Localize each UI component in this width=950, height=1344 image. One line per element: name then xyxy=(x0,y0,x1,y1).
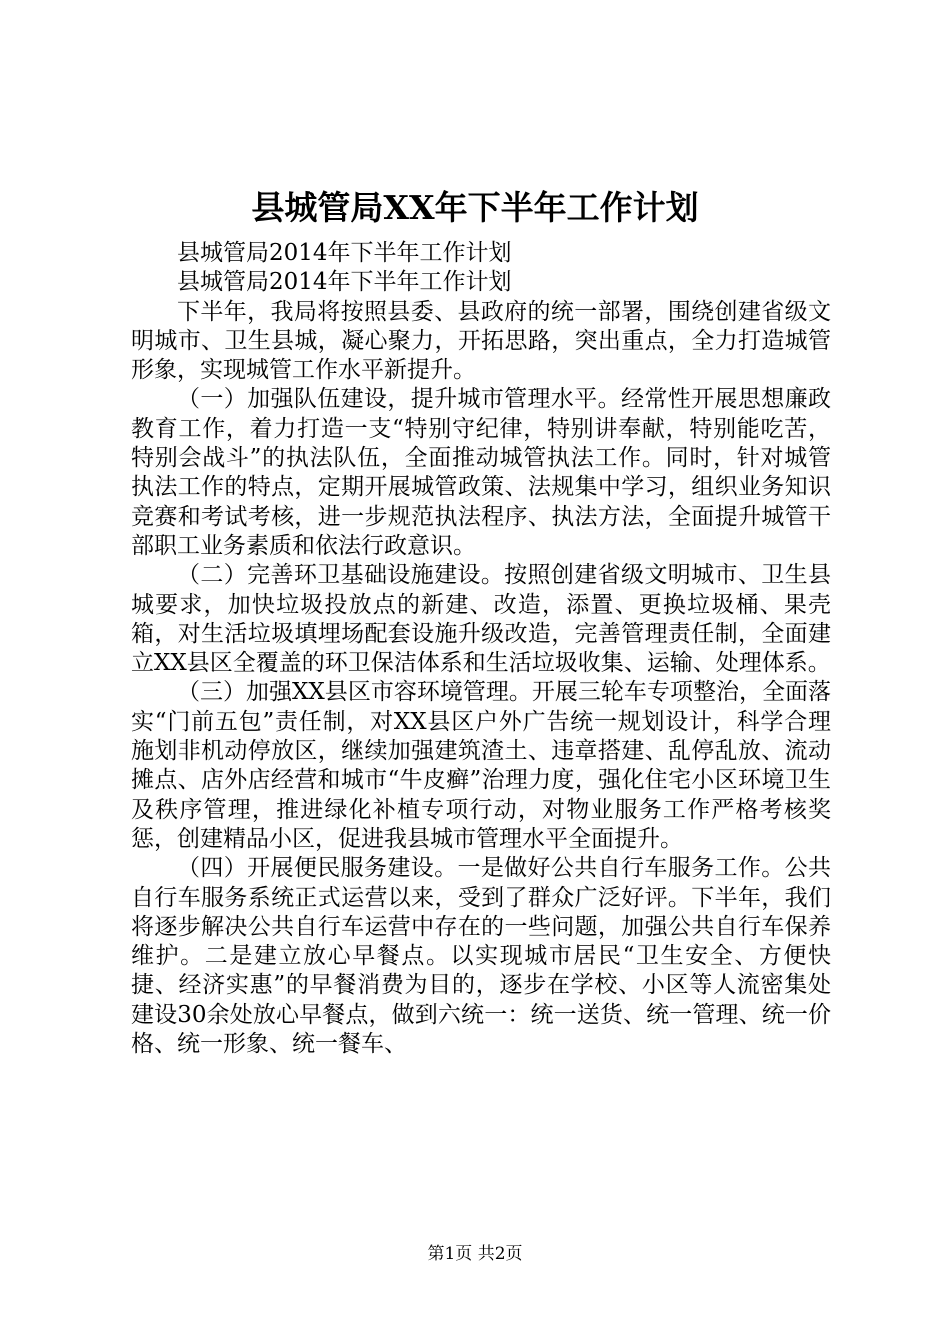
page-number-footer: 第1页 共2页 xyxy=(427,1244,523,1264)
paragraph-subtitle-1: 县城管局2014年下半年工作计划 xyxy=(177,240,512,266)
paragraph-section-2: （二）完善环卫基础设施建设。按照创建省级文明城市、卫生县城要求，加快垃圾投放点的新建、改造，添置、更换垃圾桶、果壳箱，对生活垃圾填埋场配套设施升级改造，完善管理责任制，全面建立XX县区全覆盖的环卫保洁体系和生活垃圾收集、运输、处理体系。 xyxy=(131,562,831,677)
paragraph-section-4: （四）开展便民服务建设。一是做好公共自行车服务工作。公共自行车服务系统正式运营以来，受到了群众广泛好评。下半年，我们将逐步解决公共自行车运营中存在的一些问题，加强公共自行车保养维护。二是建立放心早餐点。以实现城市居民“卫生安全、方便快捷、经济实惠”的早餐消费为目的，逐步在学校、小区等人流密集处建设30余处放心早餐点，做到六统一：统一送货、统一管理、统一价格、统一形象、统一餐车、 xyxy=(131,855,831,1058)
paragraph-subtitle-2: 县城管局2014年下半年工作计划 xyxy=(177,269,512,296)
document-title: 县城管局XX年下半年工作计划 xyxy=(251,188,699,227)
paragraph-intro: 下半年，我局将按照县委、县政府的统一部署，围绕创建省级文明城市、卫生县城，凝心聚力，开拓思路，突出重点，全力打造城管形象，实现城管工作水平新提升。 xyxy=(131,298,831,384)
document-body xyxy=(131,239,831,1059)
paragraph-section-1: （一）加强队伍建设，提升城市管理水平。经常性开展思想廉政教育工作，着力打造一支“特别守纪律，特别讲奉献，特别能吃苦，特别会战斗”的执法队伍，全面推动城管执法工作。同时，针对城管执法工作的特点，定期开展城管政策、法规集中学习，组织业务知识竞赛和考试考核，进一步规范执法程序、执法方法，全面提升城管干部职工业务素质和依法行政意识。 xyxy=(131,386,831,559)
paragraph-section-3: （三）加强XX县区市容环境管理。开展三轮车专项整治，全面落实“门前五包”责任制，对XX县区户外广告统一规划设计，科学合理施划非机动停放区，继续加强建筑渣土、违章搭建、乱停乱放、流动摊点、店外店经营和城市“牛皮癣”治理力度，强化住宅小区环境卫生及秩序管理，推进绿化补植专项行动，对物业服务工作严格考核奖惩，创建精品小区，促进我县城市管理水平全面提升。 xyxy=(131,679,831,852)
